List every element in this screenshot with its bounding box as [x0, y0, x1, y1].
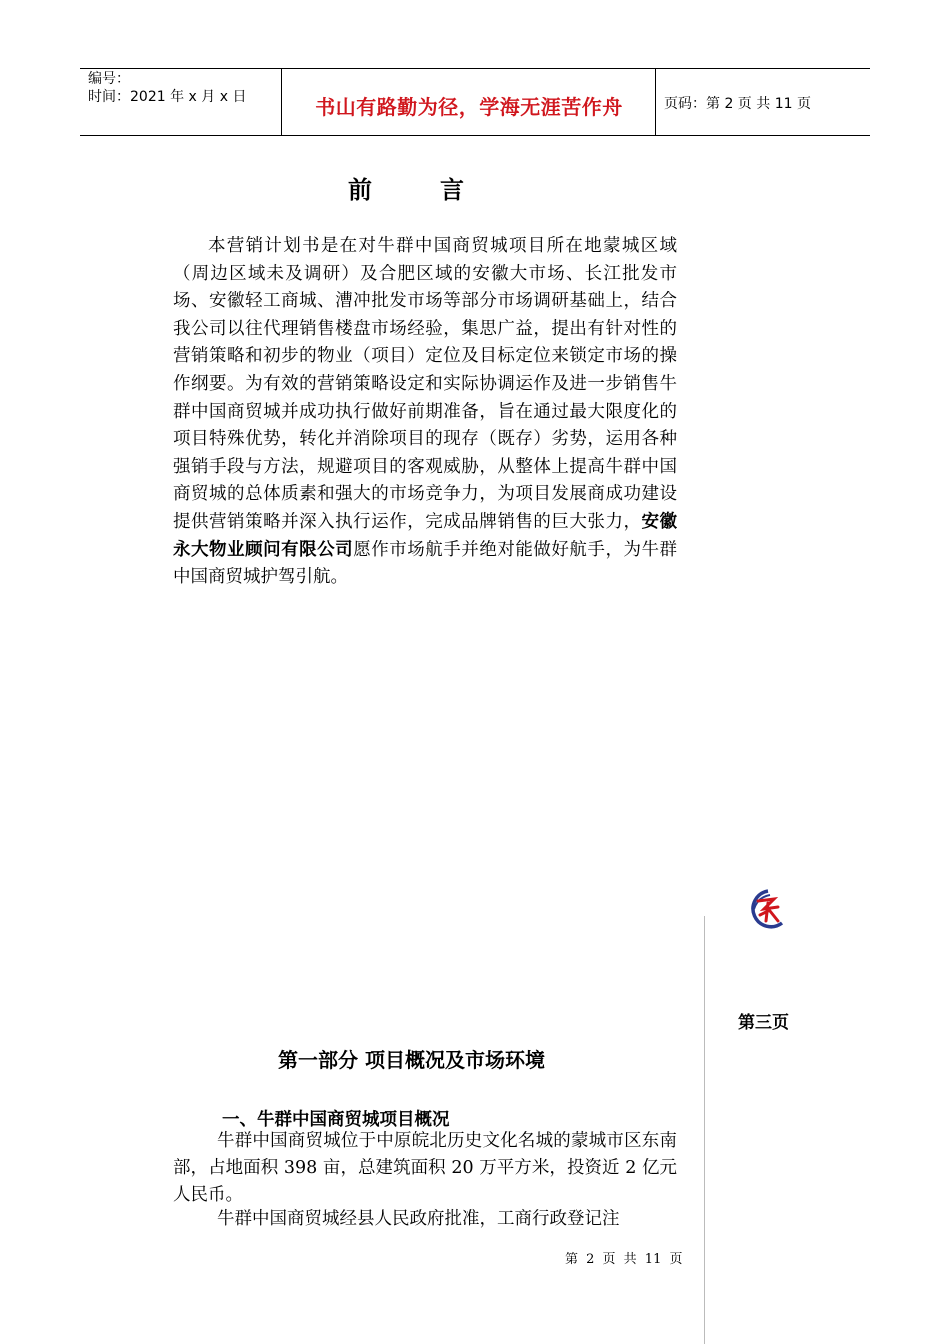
header-meta: [88, 70, 246, 106]
yong-logo-icon: [744, 887, 792, 931]
footer-page-number: 第 2 页 共 11 页: [565, 1252, 683, 1267]
header-bottom-rule: [80, 135, 870, 136]
part-one-title: 第一部分 项目概况及市场环境: [278, 1048, 545, 1072]
header-number: 编号：: [88, 71, 130, 87]
sidebar-page-label: 第三页: [738, 1013, 789, 1033]
header-time: 时间：2021 年 x 月 x 日: [88, 89, 247, 105]
header-page-number: 页码：第 2 页 共 11 页: [664, 96, 811, 112]
header-motto: 书山有路勤为径，学海无涯苦作舟: [315, 95, 623, 119]
preface-title: 前言: [348, 176, 532, 204]
sidebar-rule: [704, 916, 705, 1344]
part-one-paragraph-2: 牛群中国商贸城经县人民政府批准，工商行政登记注: [217, 1209, 620, 1229]
preface-text-before: 本营销计划书是在对牛群中国商贸城项目所在地蒙城区域（周边区域未及调研）及合肥区域的安徽大市场、长江批发市场、安徽轻工商城、漕冲批发市场等部分市场调研基础上，结合我公司以往代理销售楼盘市场经验，集思广益，提出有针对性的营销策略和初步的物业（项目）定位及目标定位来锁定市场的操作纲要。为有效的营销策略设定和实际协调运作及进一步销售牛群中国商贸城并成功执行做好前期准备，旨在通过最大限度化的项目特殊优势，转化并消除项目的现存（既存）劣势，运用各种强销手段与方法，规避项目的客观威胁，从整体上提高牛群中国商贸城的总体质素和强大的市场竞争力，为项目发展商成功建设提供营销策略并深入执行运作，完成品牌销售的巨大张力，: [173, 236, 677, 532]
company-name: 安徽永大物业顾问有限公司: [173, 511, 678, 560]
header-top-rule: [80, 68, 870, 69]
part-one-paragraph-1: 牛群中国商贸城位于中原皖北历史文化名城的蒙城市区东南部，占地面积 398 亩，总建筑面积 20 万平方米，投资近 2 亿元人民币。: [173, 1131, 677, 1205]
section-title: 一、牛群中国商贸城项目概况: [222, 1110, 450, 1130]
preface-paragraph: [173, 233, 677, 592]
preface-text-after: 愿作市场航手并绝对能做好航手，为牛群中国商贸城护驾引航。: [173, 539, 678, 588]
